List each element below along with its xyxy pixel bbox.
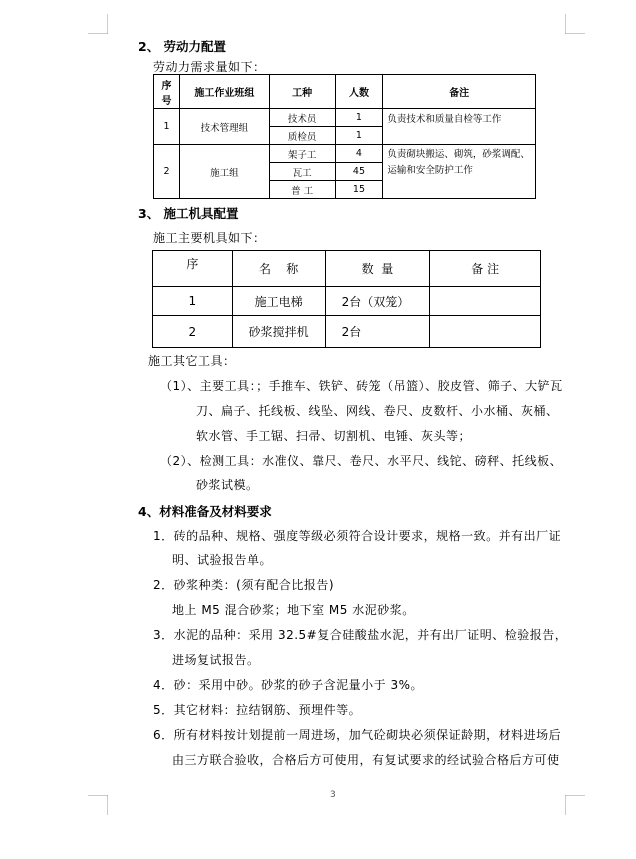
tools-line: 砂浆试模。 xyxy=(196,478,259,492)
table-row xyxy=(153,316,541,348)
material-line: 3．水泥的品种：采用 32.5#复合硅酸盐水泥，并有出厂证明、检验报告， xyxy=(153,628,568,642)
col-header-name: 名 称 xyxy=(232,251,325,287)
machinery-intro: 施工主要机具如下： xyxy=(153,231,266,245)
row-type: 瓦工 xyxy=(269,163,335,181)
crop-mark-bottom-right xyxy=(565,795,585,815)
row-no: 2 xyxy=(154,145,180,199)
material-line: 地上 M5 混合砂浆；地下室 M5 水泥砂浆。 xyxy=(172,603,415,617)
row-type: 架子工 xyxy=(269,145,335,163)
col-header-type: 工种 xyxy=(269,75,335,109)
col-header-count: 人数 xyxy=(335,75,383,109)
col-header-note: 备 注 xyxy=(430,251,541,287)
col-header-qty: 数 量 xyxy=(325,251,430,287)
tools-line: （1）、主要工具：；手推车、铁铲、砖笼（吊篮）、胶皮管、筛子、大铲瓦 xyxy=(160,379,563,393)
crop-mark-top-right xyxy=(565,14,585,34)
row-no: 1 xyxy=(154,109,180,145)
machinery-table-header xyxy=(153,251,541,287)
row-qty: 2台 xyxy=(325,316,430,348)
material-line: 2．砂浆种类：(须有配合比报告) xyxy=(153,578,334,592)
row-no: 1 xyxy=(153,287,233,316)
row-qty: 2台（双笼） xyxy=(325,287,430,316)
page-number: 3 xyxy=(330,790,336,800)
machinery-table xyxy=(152,250,541,348)
row-note: 负责砌块搬运、砌筑，砂浆调配、运输和安全防护工作 xyxy=(383,145,536,199)
row-count: 1 xyxy=(335,127,383,145)
col-header-no: 序 xyxy=(153,251,233,287)
material-line: 明、试验报告单。 xyxy=(172,553,273,567)
labor-table xyxy=(153,74,536,199)
col-header-no: 序号 xyxy=(154,75,180,109)
row-note xyxy=(430,316,541,348)
material-line: 5．其它材料：拉结钢筋、预埋件等。 xyxy=(153,703,362,717)
labor-intro: 劳动力需求量如下： xyxy=(153,60,266,74)
row-team: 施工组 xyxy=(179,145,269,199)
row-type: 质检员 xyxy=(269,127,335,145)
row-name: 施工电梯 xyxy=(232,287,325,316)
tools-line: （2）、检测工具：水准仪、靠尺、卷尺、水平尺、线铊、磅秤、托线板、 xyxy=(160,454,563,468)
table-row xyxy=(154,145,536,163)
row-count: 1 xyxy=(335,109,383,127)
material-line: 6．所有材料按计划提前一周进场，加气砼砌块必须保证龄期，材料进场后 xyxy=(153,728,562,742)
material-line: 进场复试报告。 xyxy=(172,653,260,667)
table-row xyxy=(153,287,541,316)
section-3-heading: 3、 施工机具配置 xyxy=(138,206,239,221)
crop-mark-top-left xyxy=(88,14,108,34)
row-no: 2 xyxy=(153,316,233,348)
row-note xyxy=(430,287,541,316)
tools-line: 软水管、手工锯、扫帚、切割机、电锤、灰头等； xyxy=(196,429,472,443)
row-note: 负责技术和质量自检等工作 xyxy=(383,109,536,145)
section-2-heading: 2、 劳动力配置 xyxy=(138,39,227,54)
crop-mark-bottom-left xyxy=(88,795,108,815)
labor-table-header xyxy=(154,75,536,109)
row-team: 技术管理组 xyxy=(179,109,269,145)
row-count: 15 xyxy=(335,181,383,199)
row-count: 45 xyxy=(335,163,383,181)
row-type: 普 工 xyxy=(269,181,335,199)
row-count: 4 xyxy=(335,145,383,163)
material-line: 1．砖的品种、规格、强度等级必须符合设计要求，规格一致。并有出厂证 xyxy=(153,529,562,543)
row-type: 技术员 xyxy=(269,109,335,127)
material-line: 由三方联合验收，合格后方可使用，有复试要求的经试验合格后方可使 xyxy=(172,753,560,767)
table-row xyxy=(154,109,536,127)
material-line: 4．砂：采用中砂。砂浆的砂子含泥量小于 3%。 xyxy=(153,678,423,692)
section-4-heading: 4、材料准备及材料要求 xyxy=(138,504,272,519)
other-tools-heading: 施工其它工具： xyxy=(148,354,236,368)
col-header-note: 备注 xyxy=(383,75,536,109)
col-header-team: 施工作业班组 xyxy=(179,75,269,109)
tools-line: 刀、扁子、托线板、线坠、网线、卷尺、皮数杆、小水桶、灰桶、 xyxy=(196,404,559,418)
row-name: 砂浆搅拌机 xyxy=(232,316,325,348)
